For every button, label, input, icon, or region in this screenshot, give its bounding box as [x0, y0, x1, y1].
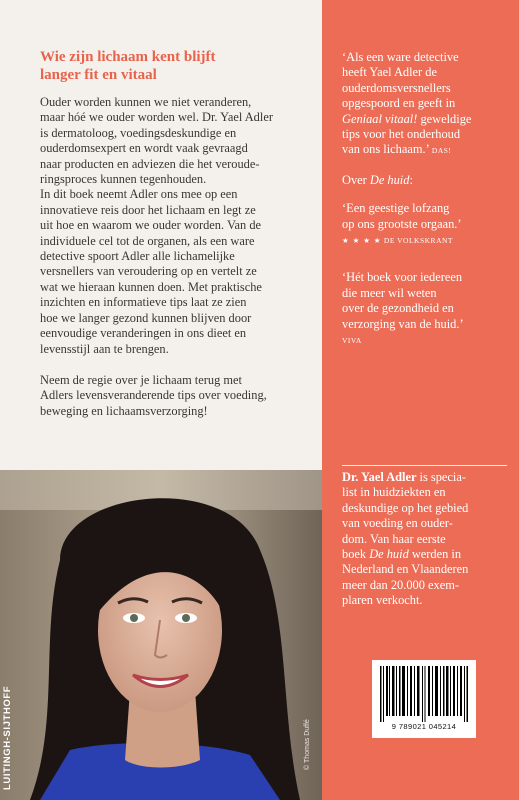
review-quotes: [342, 50, 514, 349]
barcode: [372, 660, 476, 738]
author-photo: [0, 470, 322, 800]
author-portrait-image: [0, 470, 322, 800]
quote-das-text-1: ‘Als een ware detective heeft Yael Adler de ouderdomsversnellers opgespoord en geeft in: [342, 50, 459, 111]
blurb-paragraph-1: Ouder worden kunnen we niet veranderen, maar hóé we ouder worden wel. Dr. Yael Adler is dermatoloog, voedingsdeskundige en ouderdomsexpert en wordt vaak gevraagd naar producten en adviezen die het veroude- ringsproces kunnen tegenhouden. In dit boek neemt Adler ons mee op een innovatieve reis door het lichaam en legt ze uit hoe en waarom we ouder worden. Van de individuele cel tot de organen, als een ware detective spoort Adler alle lichamelijke versnellers van veroudering op en vertelt ze wat we hieraan kunnen doen. Met praktische inzichten en informatieve tips laat ze zien hoe we langer gezond kunnen blijven door eenvoudige veranderingen in ons dieet en levensstijl aan te brengen.: [40, 95, 273, 356]
bio-book-title: De huid: [369, 547, 409, 562]
back-cover-headline: Wie zijn lichaam kent blijft langer fit en vitaal: [40, 49, 216, 83]
quote-viva-source: VIVA: [342, 336, 362, 346]
quote-das-text-2: geweldige tips voor het onderhoud van ons lichaam.’: [342, 111, 472, 157]
quote-das-title: Geniaal vitaal!: [342, 111, 418, 126]
author-bio: Dr. Yael Adler is specia- list in huidziekten en deskundige op het gebied van voeding en ouder- dom. Van haar eerste boek De huid werden in Nederland en Vlaanderen meer dan 20.000 exem- plaren verkocht.: [342, 470, 469, 608]
photo-credit: © Thomas Duffé: [304, 719, 311, 770]
about-book-title: De huid: [369, 172, 410, 187]
quote-viva: ‘Hét boek voor iedereen die meer wil weten over de gezondheid en verzorging van de huid.’ VIVA: [342, 270, 464, 346]
blurb: [40, 95, 312, 419]
author-name: Dr. Yael Adler: [342, 470, 417, 484]
rating-stars-icon: ★ ★ ★ ★: [342, 236, 382, 246]
divider: [342, 465, 507, 466]
blurb-paragraph-2: Neem de regie over je lichaam terug met Adlers levensveranderende tips over voeding, beweging en lichaamsverzorging!: [40, 372, 267, 418]
quote-volkskrant-source: DE VOLKSKRANT: [381, 236, 453, 246]
isbn-number: 9 789021 045214: [391, 722, 457, 731]
quote-volkskrant: ‘Een geestige lofzang op ons grootste orgaan.’ ★ ★ ★ ★ DE VOLKSKRANT: [342, 201, 462, 246]
quote-das: [342, 50, 514, 159]
publisher-logo: LUITINGH-SIJTHOFF: [2, 685, 13, 790]
about-de-huid: Over De huid:: [342, 172, 413, 187]
quote-das-source: DAS!: [431, 146, 452, 156]
barcode-icon: [380, 666, 468, 722]
